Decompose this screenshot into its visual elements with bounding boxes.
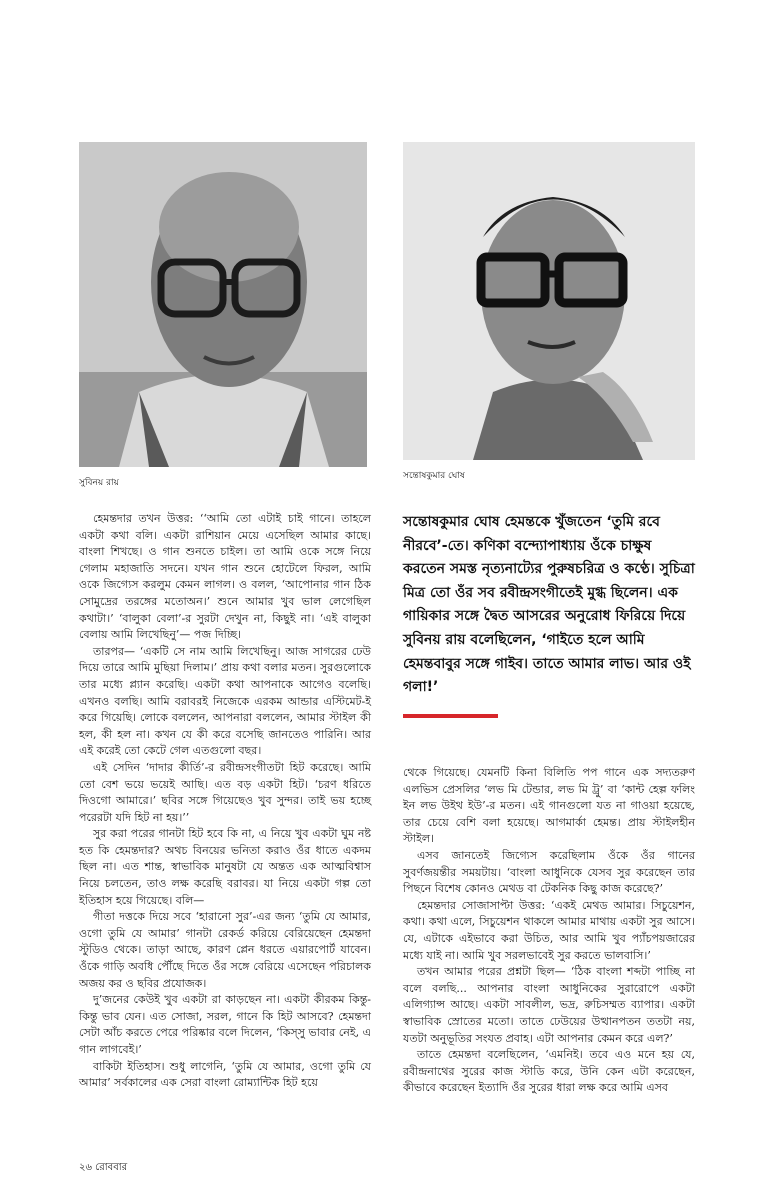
paragraph: তখন আমার পরের প্রশ্নটা ছিল— ‘ঠিক বাংলা শব্দটা পাচ্ছি না বলে বলছি... আপনার বাংলা আধুনিকের সুরারোপে একটা এলিগ্যান্স আছে। একটা সাবলীল, ভদ্র, রুচিসম্মত ব্যাপার। একটা স্বাভাবিক স্রোতের মতো। তাতে ঢেউয়ের উত্থানপতন ততটা নয়, যতটা অনুভূতির সংযত প্রবাহ। এটা আপনার কেমন করে এল?’ <box>403 965 695 1045</box>
paragraph: থেকে গিয়েছে। যেমনটি কিনা বিলিতি পপ গানে এক সদ্যতরুণ এলভিস প্রেসলির ‘লভ মি টেন্ডার, লভ মি ট্রু’ বা ‘কান্ট হেল্প ফলিং ইন লভ উইথ ইউ’-র মতন। এই গানগুলো যত না গাওয়া হয়েছে, তার চেয়ে বেশি বলা হয়েছে। আগমার্কা হেমন্ত। প্রায় স্টাইলহীন স্টাইল। <box>403 766 695 846</box>
article-column-right <box>403 765 695 1097</box>
page-folio: ২৬ রোববার <box>79 1162 128 1173</box>
paragraph: হেমন্তদার সোজাসাপ্টা উত্তর: ‘একই মেথড আমার। সিচুয়েশন, কথা। কথা এলে, সিচুয়েশন থাকলে আমার মাথায় একটা সুর আসে। যে, এটাকে এইভাবে করা উচিত, আর আমি খুব প্যাঁচপয়জারের মধ্যে যাই না। আমি খুব সরলভাবেই সুর করতে ভালবাসি।’ <box>403 898 695 962</box>
pull-quote-accent-rule <box>403 714 498 718</box>
paragraph: সুর করা পরের গানটা হিট হবে কি না, এ নিয়ে খুব একটা ঘুম নষ্ট হত কি হেমন্তদার? অথচ বিনয়ের ভনিতা করাও ওঁর ধাতে একদম ছিল না। এত শান্ত, স্বাভাবিক মানুষটা যে অন্তত এক আত্মবিশ্বাস নিয়ে চলতেন, তাও লক্ষ করেছি বরাবর। যা নিয়ে একটা গল্প তো ইতিহাস হয়ে গিয়েছে। বলি— <box>79 827 371 907</box>
paragraph: এসব জানতেই জিগ্যেস করেছিলাম ওঁকে ওঁর গানের সুবর্ণজয়ন্তীর সময়টায়। ‘বাংলা আধুনিকে যেসব সুর করেছেন তার পিছনে বিশেষ কোনও মেথড বা টেকনিক কিছু কাজ করেছে?’ <box>403 848 695 896</box>
article-column-left <box>79 511 371 1092</box>
paragraph: তারপর— ‘একটি সে নাম আমি লিখেছিনু। আজ সাগরের ঢেউ দিয়ে তারে আমি মুছিয়া দিলাম।’ প্রায় কথা বলার মতন। সুরগুলোকে তার মধ্যে প্ল্যান করেছি। একটা কথা আপনাকে আগেও বলেছি। এখনও বলছি। আমি বরাবরই নিজেকে এরকম আন্ডার এস্টিমেট-ই করে গিয়েছি। লোকে বললেন, আপনারা বললেন, আমার স্টাইল কী হল, কী হল না। কখন যে কী করে বসেছি জানতেও পারিনি। আর এই করেই তো কেটে গেল এতগুলো বছর। <box>79 644 371 758</box>
paragraph: বাকিটা ইতিহাস। শুধু লাগেনি, ‘তুমি যে আমার, ওগো তুমি যে আমার’ সর্বকালের এক সেরা বাংলা রোম্যান্টিক হিট হয়ে <box>79 1059 371 1090</box>
portrait-photo-icon <box>79 142 367 467</box>
paragraph: হেমন্তদার তখন উত্তর: ‘‘আমি তো এটাই চাই গানে। তাহলে একটা কথা বলি। একটা রাশিয়ান মেয়ে এসেছিল আমার কাছে। বাংলা শিখছে। ও গান শুনতে চাইল। তা আমি ওকে সঙ্গে নিয়ে গেলাম মহাজাতি সদনে। যখন গান শুনে হোটেলে ফিরল, আমি ওকে জিগ্যেস করলুম কেমন লাগল। ও বলল, ‘আপোনার গান ঠিক সোমুদ্রের তরঙ্গের মতোঅন।’ শুনে আমার খুব ভাল লেগেছিল কথাটা।’ ‘বালুকা বেলা’-র সুরটা দেখুন না, কিছুই না। ‘এই বালুকা বেলায় আমি লিখেছিনু’— পজ দিচ্ছি। <box>79 512 371 642</box>
pull-quote: সন্তোষকুমার ঘোষ হেমন্তকে খুঁজতেন ‘তুমি রবে নীরবে’-তে। কণিকা বন্দ্যোপাধ্যায় ওঁকে চাক্ষুষ করতেন সমস্ত নৃত্যনাট্যের পুরুষচরিত্র ও কণ্ঠে। সুচিত্রা মিত্র তো ওঁর সব রবীন্দ্রসংগীতেই মুগ্ধ ছিলেন। এক গায়িকার সঙ্গে দ্বৈত আসরের অনুরোধ ফিরিয়ে দিয়ে সুবিনয় রায় বলেছিলেন, ‘গাইতে হলে আমি হেমন্তবাবুর সঙ্গে গাইব। তাতে আমার লাভ। আর ওই গলা!’ <box>403 514 695 696</box>
portrait-photo-right <box>403 142 695 460</box>
paragraph: গীতা দত্তকে দিয়ে সবে ‘হারানো সুর’-এর জন্য ‘তুমি যে আমার, ওগো তুমি যে আমার’ গানটা রেকর্ড করিয়ে বেরিয়েছেন হেমন্তদা স্টুডিও থেকে। তাড়া আছে, কারণ প্লেন ধরতে এয়ারপোর্ট যাবেন। ওঁকে গাড়ি অবধি পৌঁছে দিতে ওঁর সঙ্গে বেরিয়ে এসেছেন পরিচালক অজয় কর ও ছবির প্রযোজক। <box>79 910 371 990</box>
paragraph: দু’জনের কেউই খুব একটা রা কাড়ছেন না। একটা কীরকম কিন্তু-কিন্তু ভাব যেন। এত সোজা, সরল, গানে কি হিট আসবে? হেমন্তদা সেটা আঁচ করতে পেরে পরিষ্কার বলে দিলেন, ‘কিস্সু ভাবার নেই, এ গান লাগবেই।’ <box>79 993 371 1056</box>
portrait-photo-icon <box>403 142 695 460</box>
paragraph: এই সেদিন ‘দাদার কীর্তি’-র রবীন্দ্রসংগীতটা হিট করেছে। আমি তো বেশ ভয়ে ভয়েই আছি। এত বড় একটা হিট। ‘চরণ ধরিতে দিওগো আমারে।’ ছবির সঙ্গে গিয়েছেও খুব সুন্দর। তাই ভয় হচ্ছে পরেরটা যদি হিট না হয়।’’ <box>79 760 371 824</box>
photo-caption-right: সন্তোষকুমার ঘোষ <box>403 471 465 481</box>
portrait-photo-left <box>79 142 367 467</box>
paragraph: তাতে হেমন্তদা বলেছিলেন, ‘এমনিই। তবে এও মনে হয় যে, রবীন্দ্রনাথের সুরের কাজ স্টাডি করে, উনি কেন এটা করেছেন, কীভাবে করেছেন ইত্যাদি ওঁর সুরের ধারা লক্ষ করে আমি এসব <box>403 1048 695 1095</box>
photo-caption-left: সুবিনয় রায় <box>79 478 119 488</box>
